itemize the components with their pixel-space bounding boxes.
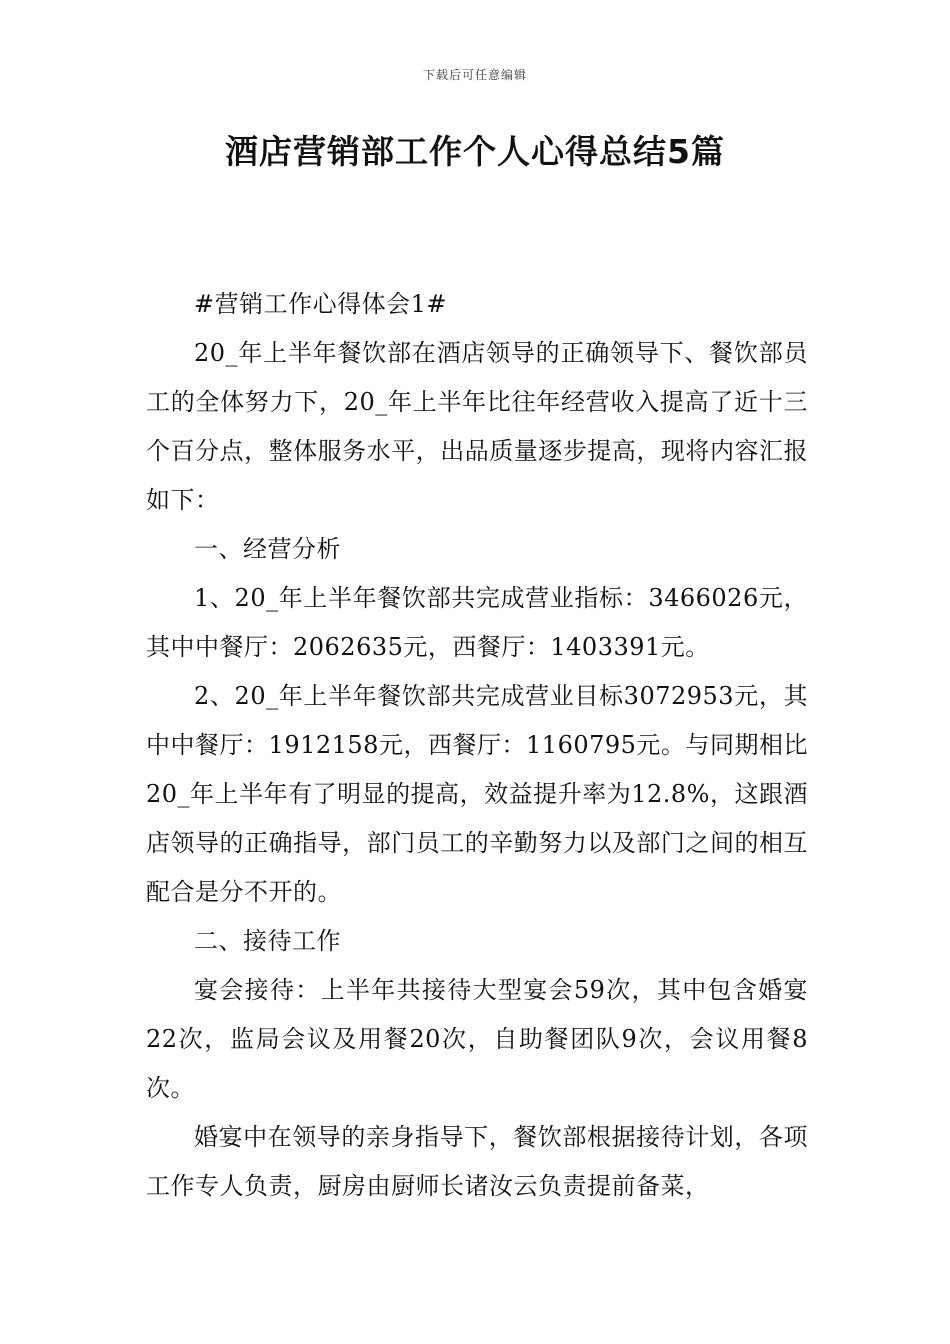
document-body — [146, 280, 808, 1211]
document-title: 酒店营销部工作个人心得总结5篇 — [225, 132, 725, 171]
paragraph-revenue-targets: 2、20_年上半年餐饮部共完成营业目标3072953元，其中中餐厅：1912158元，西餐厅：1160795元。与同期相比20_年上半年有了明显的提高，效益提升率为12.8%，这跟酒店领导的正确指导，部门员工的辛勤努力以及部门之间的相互配合是分不开的。 — [146, 682, 808, 906]
paragraph-banquet-reception: 宴会接待：上半年共接待大型宴会59次，其中包含婚宴22次，监局会议及用餐20次，自助餐团队9次，会议用餐8次。 — [146, 976, 808, 1102]
subheading-operation-analysis: 一、经营分析 — [194, 535, 341, 563]
paragraph-wedding-banquet: 婚宴中在领导的亲身指导下，餐饮部根据接待计划，各项工作专人负责，厨房由厨师长诸汝云负责提前备菜， — [146, 1123, 808, 1200]
paragraph-revenue-indicators: 1、20_年上半年餐饮部共完成营业指标：3466026元，其中中餐厅：2062635元，西餐厅：1403391元。 — [146, 584, 808, 661]
subheading-reception-work: 二、接待工作 — [194, 927, 341, 955]
header-note: 下载后可任意编辑 — [422, 68, 527, 82]
section-heading-1: #营销工作心得体会1# — [194, 290, 447, 318]
intro-paragraph: 20_年上半年餐饮部在酒店领导的正确领导下、餐饮部员工的全体努力下，20_年上半年比往年经营收入提高了近十三个百分点，整体服务水平，出品质量逐步提高，现将内容汇报如下： — [146, 339, 808, 514]
